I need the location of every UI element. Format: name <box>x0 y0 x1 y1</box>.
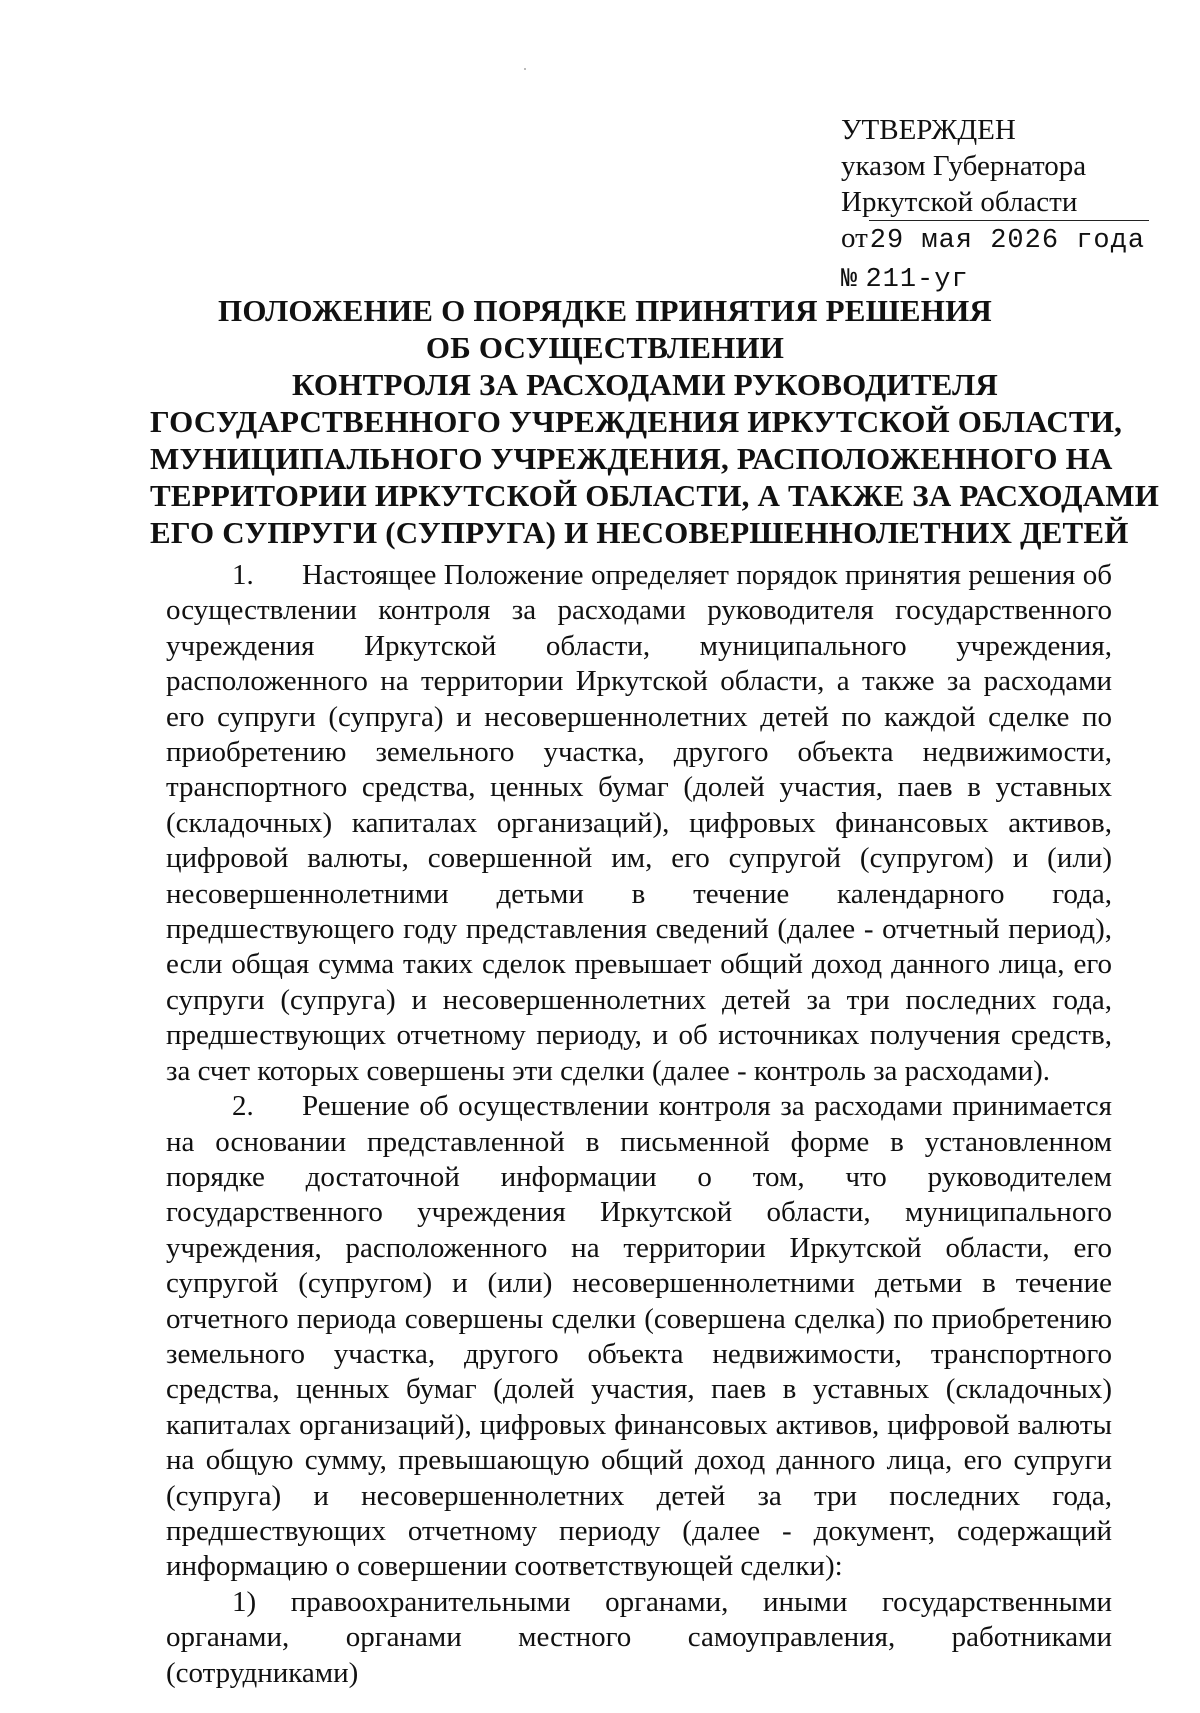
title-line-3: КОНТРОЛЯ ЗА РАСХОДАМИ РУКОВОДИТЕЛЯ <box>292 367 998 402</box>
approval-by: указом Губернатора <box>841 150 1087 182</box>
paragraph-2-subitem-1 <box>166 1585 1112 1691</box>
title-line-7: ЕГО СУПРУГИ (СУПРУГА) И НЕСОВЕРШЕННОЛЕТНИХ ДЕТЕЙ <box>150 515 1129 550</box>
approval-region: Иркутской области <box>841 186 1078 218</box>
approval-date-value: 29 мая 2026 года <box>869 226 1146 256</box>
approval-number-prefix: № <box>841 265 859 295</box>
title-line-6: ТЕРРИТОРИИ ИРКУТСКОЙ ОБЛАСТИ, А ТАКЖЕ ЗА РАСХОДАМИ <box>150 478 1160 513</box>
paragraph-1-number: 1. <box>232 559 254 591</box>
title-line-1: ПОЛОЖЕНИЕ О ПОРЯДКЕ ПРИНЯТИЯ РЕШЕНИЯ <box>218 293 992 328</box>
document-title <box>150 292 1160 551</box>
approval-stamp <box>841 112 1146 298</box>
title-line-2: ОБ ОСУЩЕСТВЛЕНИИ <box>425 330 785 365</box>
paragraph-1 <box>166 558 1112 1089</box>
approval-date-prefix: от <box>841 222 868 254</box>
subitem-1-text: 1) правоохранительными органами, иными государственными органами, органами местного самоуправления, работниками (сотрудниками) <box>166 1585 1112 1689</box>
approval-date-line <box>841 220 1146 259</box>
paragraph-1-text: Настоящее Положение определяет порядок принятия решения об осуществлении контроля за расходами руководителя государственного учреждения Иркутской области, муниципального учреждения, расположенного на территории Иркутской области, а также за расходами его супруги (супруга) и несовершеннолетних детей по каждой сделке по приобретению земельного участка, другого объекта недвижимости, транспортного средства, ценных бумаг (долей участия, паев в уставных (складочных) капиталах организаций), цифровых финансовых активов, цифровой валюты, совершенной им, его супругой (супругом) и (или) несовершеннолетними детьми в течение календарного года, предшествующего году представления сведений (далее - отчетный период), если общая сумма таких сделок превышает общий доход данного лица, его супруги (супруга) и несовершеннолетних детей за три последних года, предшествующих отчетному периоду, и об источниках получения средств, за счет которых совершены эти сделки (далее - контроль за расходами). <box>166 559 1112 1087</box>
approval-number-value: 211-уг <box>865 265 969 295</box>
title-line-5: МУНИЦИПАЛЬНОГО УЧРЕЖДЕНИЯ, РАСПОЛОЖЕННОГО НА <box>150 441 1113 476</box>
paragraph-2-text: Решение об осуществлении контроля за расходами принимается на основании представленной в письменной форме в установленном порядке достаточной информации о том, что руководителем государственного учреждения Иркутской области, муниципального учреждения, расположенного на территории Иркутской области, его супругой (супругом) и (или) несовершеннолетними детьми в течение отчетного периода совершены сделки (совершена сделка) по приобретению земельного участка, другого объекта недвижимости, транспортного средства, ценных бумаг (долей участия, паев в уставных (складочных) капиталах организаций), цифровых финансовых активов, цифровой валюты на общую сумму, превышающую общий доход данного лица, его супруги (супруга) и несовершеннолетних детей за три последних года, предшествующих отчетному периоду (далее - документ, содержащий информацию о совершении соответствующей сделки): <box>166 1090 1112 1583</box>
scan-artifact <box>524 68 526 70</box>
date-underline <box>869 220 1149 221</box>
paragraph-2-number: 2. <box>232 1090 254 1123</box>
approval-heading: УТВЕРЖДЕН <box>841 114 1016 146</box>
document-body <box>166 558 1112 1691</box>
title-line-4: ГОСУДАРСТВЕННОГО УЧРЕЖДЕНИЯ ИРКУТСКОЙ ОБЛАСТИ, <box>150 404 1123 439</box>
paragraph-2 <box>166 1089 1112 1585</box>
